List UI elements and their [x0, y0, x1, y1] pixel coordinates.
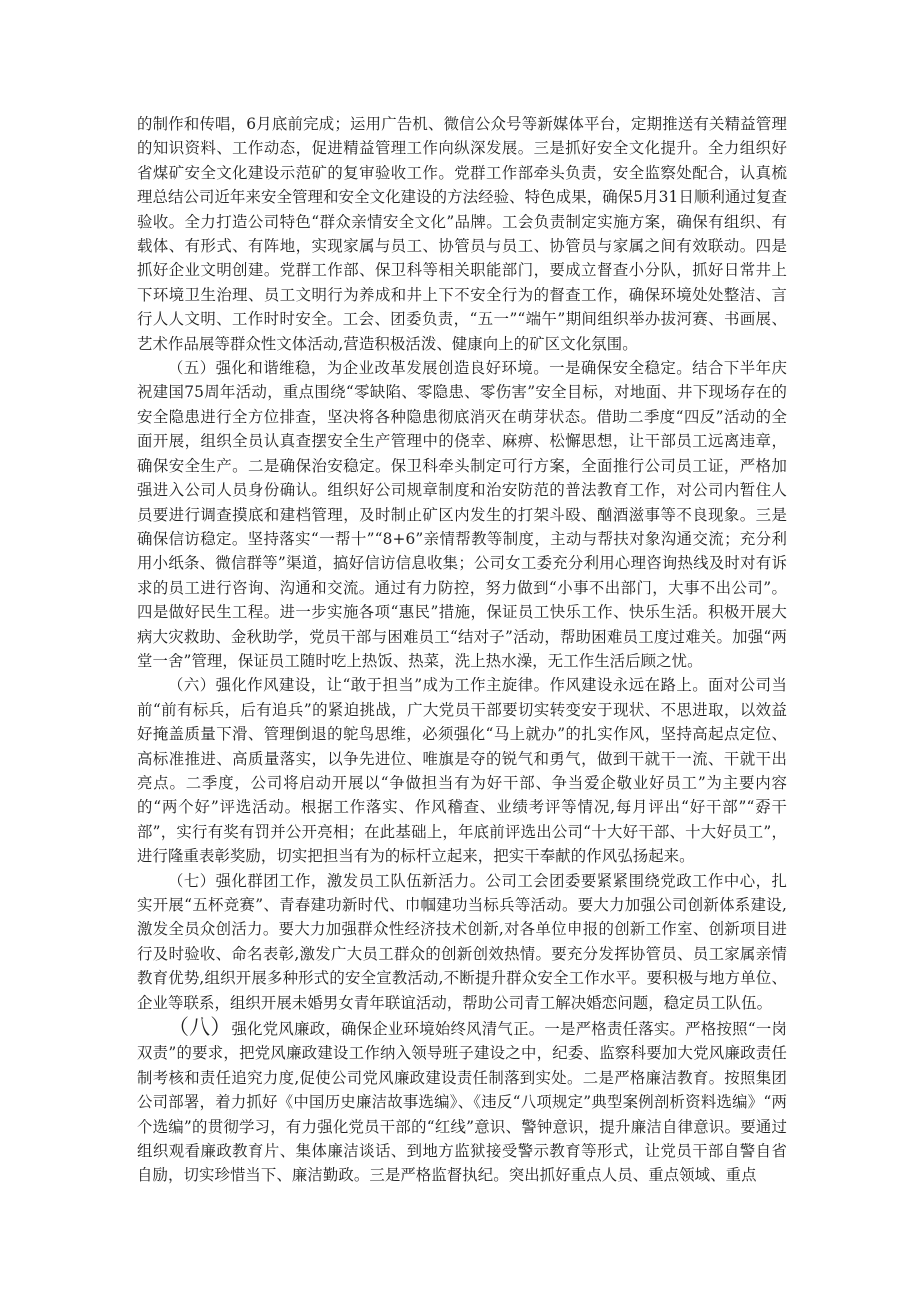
paragraph-culture-safety: 的制作和传唱，6月底前完成；运用广告机、微信公众号等新媒体平台，定期推送有关精益管理的知识资料、工作动态，促进精益管理工作向纵深发展。三是抓好安全文化提升。全力组织好省煤矿安全文化建设示范矿的复审验收工作。党群工作部牵头负责，安全监察处配合，认真梳理总结公司近年来安全管理和安全文化建设的方法经验、特色成果，确保5月31日顺利通过复查验收。全力打造公司特色“群众亲情安全文化”品牌。工会负责制定实施方案，确保有组织、有载体、有形式、有阵地，实现家属与员工、协管员与员工、协管员与家属之间有效联动。四是抓好企业文明创建。党群工作部、保卫科等相关职能部门，要成立督查小分队，抓好日常井上下环境卫生治理、员工文明行为养成和井上下不安全行为的督查工作，确保环境处处整洁、言行人人文明、工作时时安全。工会、团委负责，“五一”“端午”期间组织举办拔河赛、书画展、艺术作品展等群众性文体活动,营造积极活泼、健康向上的矿区文化氛围。 — [137, 115, 787, 353]
section-eight-text: 强化党风廉政，确保企业环境始终风清气正。一是严格责任落实。严格按照“一岗双责”的要求，把党风廉政建设工作纳入领导班子建设之中，纪委、监察科要加大党风廉政责任制考核和责任追究力度,促使公司党风廉政建设责任制落到实处。二是严格廉洁教育。按照集团公司部署，着力抓好《中国历史廉洁故事选编》、《违反“八项规定”典型案例剖析资料选编》“两个选编”的贯彻学习，有力强化党员干部的“红线”意识、警钟意识，提升廉洁自律意识。要通过组织观看廉政教育片、集体廉洁谈话、到地方监狱接受警示教育等形式，让党员干部自警自省自励，切实珍惜当下、廉洁勤政。三是严格监督执纪。突出抓好重点人员、重点领域、重点 — [137, 1020, 788, 1185]
paragraph-section-six-style: （六）强化作风建设，让“敢于担当”成为工作主旋律。作风建设永远在路上。面对公司当前“前有标兵，后有追兵”的紧迫挑战，广大党员干部要切实转变安于现状、不思进取，以效益好掩盖质量下滑、管理倒退的鸵鸟思维，必须强化“马上就办”的扎实作风，坚持高起点定位、高标准推进、高质量落实，以争先进位、唯旗是夺的锐气和勇气，做到干就干一流、干就干出亮点。二季度，公司将启动开展以“争做担当有为好干部、争当爱企敬业好员工”为主要内容的“两个好”评选活动。根据工作落实、作风稽查、业绩考评等情况,每月评出“好干部”“孬干部”，实行有奖有罚并公开亮相；在此基础上，年底前评选出公司“十大好干部、十大好员工”，进行隆重表彰奖励，切实把担当有为的标杆立起来，把实干奉献的作风弘扬起来。 — [137, 676, 787, 866]
paragraph-section-seven-groups: （七）强化群团工作，激发员工队伍新活力。公司工会团委要紧紧围绕党政工作中心，扎实开展“五杯竞赛”、青春建功新时代、巾帼建功当标兵等活动。要大力加强公司创新体系建设,激发全员众创活力。要大力加强群众性经济技术创新,对各单位申报的创新工作室、创新项目进行及时验收、命名表彰,激发广大员工群众的创新创效热情。要充分发挥协管员、员工家属亲情教育优势,组织开展多种形式的安全宣教活动,不断提升群众安全工作水平。要积极与地方单位、企业等联系，组织开展未婚男女青年联谊活动，帮助公司青工解决婚恋问题，稳定员工队伍。 — [137, 871, 787, 1012]
section-eight-marker: （八） — [168, 1015, 232, 1040]
paragraph-section-five-harmony: （五）强化和谐维稳，为企业改革发展创造良好环境。一是确保安全稳定。结合下半年庆祝建国75周年活动，重点围绕“零缺陷、零隐患、零伤害”安全目标，对地面、井下现场存在的安全隐患进行全方位排查，坚决将各种隐患彻底消灭在萌芽状态。借助二季度“四反”活动的全面开展，组织全员认真查摆安全生产管理中的侥幸、麻痹、松懈思想，让干部员工远离违章，确保安全生产。二是确保治安稳定。保卫科牵头制定可行方案，全面推行公司员工证，严格加强进入公司人员身份确认。组织好公司规章制度和治安防范的普法教育工作，对公司内暂住人员要进行调查摸底和建档管理，及时制止矿区内发生的打架斗殴、酗酒滋事等不良现象。三是确保信访稳定。坚持落实“一帮十”“8+6”亲情帮教等制度，主动与帮扶对象沟通交流；充分利用小纸条、微信群等”渠道，搞好信访信息收集；公司女工委充分利用心理咨询热线及时对有诉求的员工进行咨询、沟通和交流。通过有力防控，努力做到“小事不出部门，大事不出公司”。四是做好民生工程。进一步实施各项“惠民”措施，保证员工快乐工作、快乐生活。积极开展大病大灾救助、金秋助学，党员干部与困难员工“结对子”活动，帮助困难员工度过难关。加强“两堂一舍”管理，保证员工随时吃上热饭、热菜，洗上热水澡，无工作生活后顾之忧。 — [137, 359, 787, 670]
paragraph-section-eight-integrity — [137, 1015, 787, 1188]
document-body — [137, 112, 787, 1188]
